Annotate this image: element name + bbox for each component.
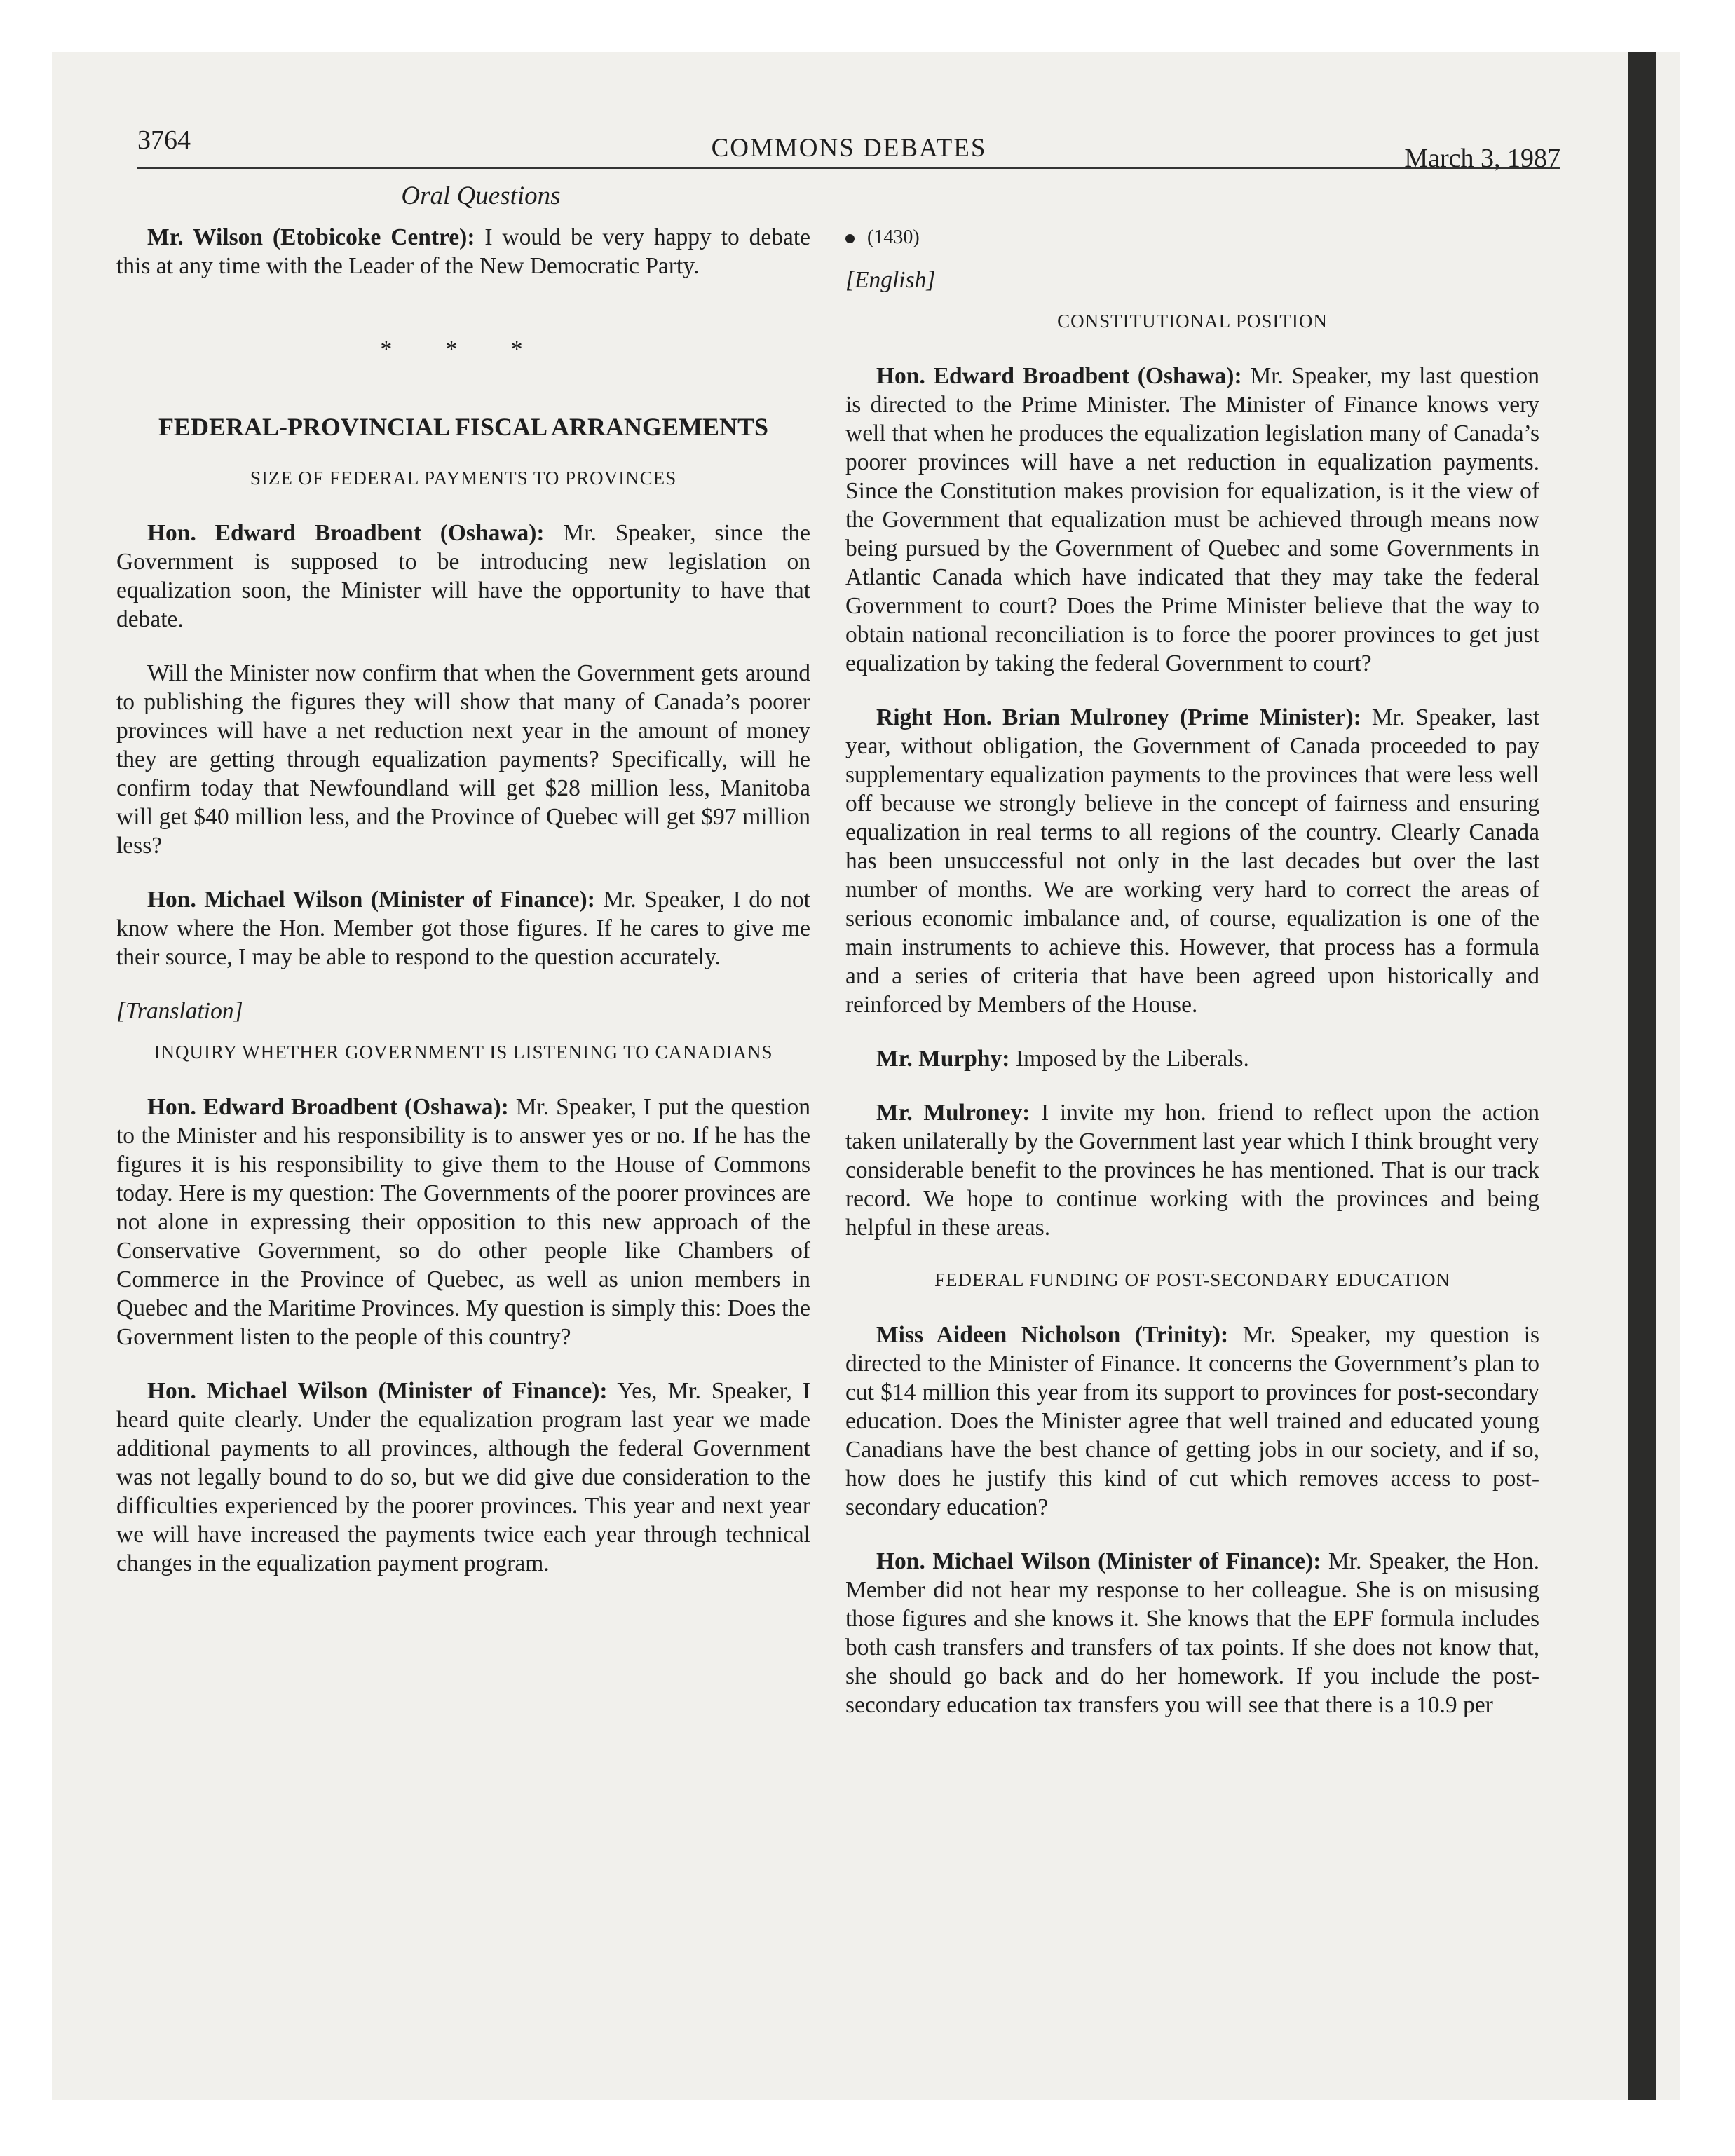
paragraph: [845, 1044, 1539, 1073]
heading: FEDERAL-PROVINCIAL FISCAL ARRANGEMENTS: [158, 413, 769, 441]
speaker: Mr. Murphy:: [876, 1046, 1010, 1072]
paragraph: [845, 1547, 1539, 1719]
speaker: Hon. Michael Wilson (Minister of Finance):: [147, 1378, 608, 1404]
speaker: Mr. Mulroney:: [876, 1100, 1030, 1126]
paragraph: [116, 1377, 810, 1578]
section-title: Oral Questions: [401, 182, 561, 210]
subheading: SIZE OF FEDERAL PAYMENTS TO PROVINCES: [250, 468, 677, 489]
language-note: [English]: [845, 267, 936, 293]
speech: Imposed by the Liberals.: [1009, 1046, 1249, 1072]
left-column: [116, 223, 810, 1603]
paragraph: [116, 223, 810, 280]
speech: Mr. Speaker, since the Government is supposed to be introducing new legislation on equalization soon, the Minister will have the opportunity to have that debate.: [116, 520, 810, 632]
speech: Yes, Mr. Speaker, I heard quite clearly. Under the equalization program last year we made additional payments to all provinces, although the federal Government was not legally bound to do so, but we did give due consideration to the difficulties experienced by the poorer provinces. This year and next year we will have increased the payments twice each year through technical changes in the equalization payment program.: [116, 1378, 811, 1576]
speech: Mr. Speaker, my last question is directed to the Prime Minister. The Minister of Finance knows very well that when he produces the equalization legislation many of Canada’s poorer provinces will have a net reduction in equalization payments. Since the Constitution makes provision for equalization, is it the view of the Government that equalization must be achieved through means now being pursued by the Government of Quebec and some Governments in Atlantic Canada which have indicated that they may take the federal Government to court? Does the Prime Minister believe that the way to obtain national reconciliation is to force the poorer provinces to get just equalization by taking the federal Government to court?: [845, 363, 1539, 676]
paragraph: [116, 1093, 810, 1351]
speech: Mr. Speaker, I put the question to the Minister and his responsibility is to answer yes or no. If he has the figures it is his responsibility to give them to the House of Commons today. Here is my question: The Governments of the poorer provinces are not alone in expressing their opposition to this new approach of the Conservative Government, so do other people like Chambers of Commerce in the Province of Quebec, as well as union members in Quebec and the Maritime Provinces. My question is simply this: Does the Government listen to the people of this country?: [116, 1094, 810, 1350]
paragraph: [845, 703, 1539, 1019]
speech: Mr. Speaker, I do not know where the Hon. Member got those figures. If he cares to give me their source, I may be able to respond to the question accurately.: [116, 887, 810, 970]
bullet-icon: [845, 234, 855, 243]
paragraph: Will the Minister now confirm that when the Government gets around to publishing the figures they will show that many of Canada’s poorer provinces will have a net reduction next year in the amount of money they are getting through equalization payments? Specifically, will he confirm today that Newfoundland will get $28 million less, Manitoba will get $40 million less, and the Province of Quebec will get $97 million less?: [116, 660, 810, 859]
time-marker: [845, 223, 1539, 252]
section-break: * * *: [380, 336, 547, 362]
paragraph: [845, 1098, 1539, 1242]
speaker: Hon. Edward Broadbent (Oshawa):: [147, 1094, 509, 1120]
speaker: Hon. Michael Wilson (Minister of Finance):: [876, 1548, 1321, 1574]
publication-title: COMMONS DEBATES: [711, 134, 987, 163]
speech: Mr. Speaker, last year, without obligation, the Government of Canada proceeded to pay supplementary equalization payments to the provinces that were less well off because we strongly believe in the concept of fairness and ensuring equalization in real terms to all regions of the country. Clearly Canada has been unsuccessful not only in the last decades but over the last number of months. We are working very hard to correct the areas of serious economic imbalance and, of course, equalization is one of the main instruments to achieve this. However, that process has a formula and a series of criteria that have been agreed upon historically and reinforced by Members of the House.: [845, 704, 1540, 1018]
speech: Mr. Speaker, my question is directed to the Minister of Finance. It concerns the Government’s plan to cut $14 million this year from its support to provinces for post-secondary education. Does the Minister agree that well trained and educated young Canadians have the best chance of getting jobs in our society, and if so, how does he justify this kind of cut which removes access to post-secondary education?: [845, 1322, 1539, 1520]
speaker: Hon. Edward Broadbent (Oshawa):: [876, 363, 1242, 389]
issue-date: March 3, 1987: [1404, 144, 1560, 173]
speaker: Hon. Edward Broadbent (Oshawa):: [147, 520, 545, 546]
header-rule: [137, 167, 1560, 169]
paragraph: [845, 362, 1539, 678]
right-column: [845, 223, 1539, 1745]
subheading: INQUIRY WHETHER GOVERNMENT IS LISTENING TO CANADIANS: [154, 1042, 773, 1063]
paragraph: [116, 519, 810, 634]
speech: I would be very happy to debate this at any time with the Leader of the New Democratic Party.: [116, 224, 811, 279]
subheading: CONSTITUTIONAL POSITION: [1057, 311, 1328, 332]
language-note: [Translation]: [116, 998, 243, 1024]
page-number: 3764: [137, 125, 191, 155]
scan-edge-shadow: [1628, 52, 1656, 2100]
speaker: Miss Aideen Nicholson (Trinity):: [876, 1322, 1229, 1348]
subheading: FEDERAL FUNDING OF POST-SECONDARY EDUCATION: [934, 1269, 1451, 1290]
running-header: [137, 125, 1560, 173]
time-stamp: (1430): [867, 226, 920, 248]
paragraph: [116, 885, 810, 971]
paragraph: [845, 1321, 1539, 1522]
speaker: Mr. Wilson (Etobicoke Centre):: [147, 224, 475, 250]
speech: Mr. Speaker, the Hon. Member did not hear my response to her colleague. She is on misusing those figures and she knows it. She knows that the EPF formula includes both cash transfers and transfers of tax points. If she does not know that, she should go back and do her homework. If you include the post-secondary education tax transfers you will see that there is a 10.9 per: [845, 1548, 1540, 1718]
speech: I invite my hon. friend to reflect upon the action taken unilaterally by the Government last year which I think brought very considerable benefit to the provinces he has mentioned. That is our track record. We hope to continue working with the provinces and being helpful in these areas.: [845, 1100, 1539, 1241]
speaker: Right Hon. Brian Mulroney (Prime Minister):: [876, 704, 1361, 730]
speaker: Hon. Michael Wilson (Minister of Finance):: [147, 887, 595, 913]
